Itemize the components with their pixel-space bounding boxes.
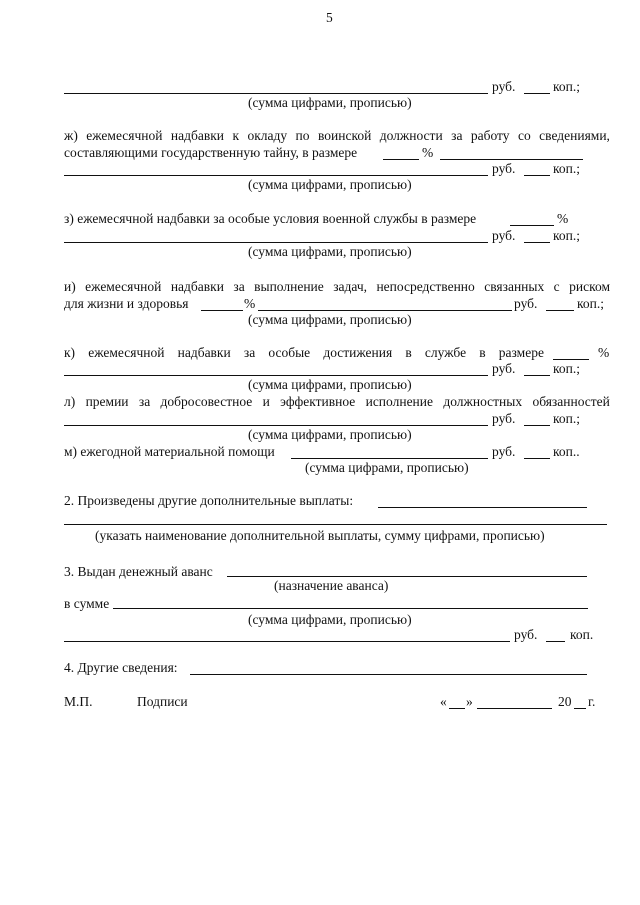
section2-field[interactable] — [378, 507, 587, 508]
word: службе — [424, 345, 467, 360]
word: по — [295, 128, 310, 143]
word: связанных — [484, 279, 545, 294]
kop-label: коп.; — [553, 228, 580, 243]
kop-label: коп. — [570, 627, 594, 642]
kop-field[interactable] — [546, 641, 565, 642]
kop-field[interactable] — [524, 93, 550, 94]
word: за — [138, 394, 151, 409]
word: обязанностей — [532, 394, 610, 409]
percent-sign: % — [598, 345, 610, 360]
amount-field[interactable] — [64, 175, 488, 176]
word: достижения — [323, 345, 393, 360]
word: окладу — [247, 128, 288, 143]
kop-label: коп.; — [553, 411, 580, 426]
rub-label: руб. — [492, 228, 516, 243]
amount-field[interactable] — [291, 458, 488, 459]
word: ежемесячной — [88, 345, 165, 360]
kop-label: коп.; — [577, 296, 604, 311]
section3-label: 3. Выдан денежный аванс — [64, 564, 213, 579]
percent-field[interactable] — [553, 359, 589, 360]
kop-field[interactable] — [524, 458, 550, 459]
amount-label: в сумме — [64, 596, 110, 611]
word: риском — [569, 279, 610, 294]
kop-field[interactable] — [524, 375, 550, 376]
amount-caption: (сумма цифрами, прописью) — [248, 377, 412, 392]
other-info-field[interactable] — [190, 674, 587, 675]
word: ежемесячной — [85, 279, 162, 294]
section2-label: 2. Произведены другие дополнительные выплаты: — [64, 493, 354, 508]
word: надбавки — [170, 279, 224, 294]
item-z-line1: з) ежемесячной надбавки за особые условия военной службы в размере — [64, 211, 477, 226]
word: надбавки — [170, 128, 225, 143]
word: задач, — [333, 279, 368, 294]
word: должностных — [443, 394, 523, 409]
word: особые — [268, 345, 311, 360]
amount-caption: (сумма цифрами, прописью) — [248, 312, 412, 327]
percent-sign: % — [422, 145, 434, 160]
amount-field[interactable] — [64, 93, 488, 94]
year-prefix: 20 — [558, 694, 572, 709]
amount-field[interactable] — [64, 641, 510, 642]
word: непосредственно — [376, 279, 475, 294]
word: к — [232, 128, 240, 143]
percent-field[interactable] — [510, 225, 554, 226]
item-zh-line2: составляющими государственную тайну, в размере — [64, 145, 358, 160]
month-field[interactable] — [477, 708, 552, 709]
word: надбавки — [177, 345, 231, 360]
word: размере — [498, 345, 544, 360]
page-number: 5 — [326, 10, 333, 25]
advance-amount-field[interactable] — [113, 608, 588, 609]
rub-label: руб. — [492, 161, 516, 176]
word: выполнение — [254, 279, 324, 294]
percent-sign: % — [557, 211, 569, 226]
word: к) — [64, 345, 76, 360]
amount-caption: (сумма цифрами, прописью) — [248, 244, 412, 259]
rub-label: руб. — [492, 444, 516, 459]
amount-caption: (сумма цифрами, прописью) — [248, 95, 412, 110]
word: за — [243, 345, 256, 360]
word: л) — [64, 394, 76, 409]
item-zh-line1 — [64, 128, 610, 144]
word: воинской — [317, 128, 372, 143]
kop-field[interactable] — [524, 242, 550, 243]
section4-label: 4. Другие сведения: — [64, 660, 178, 675]
kop-label: коп.; — [553, 161, 580, 176]
word: добросовестное — [160, 394, 253, 409]
stamp-label: М.П. — [64, 694, 93, 709]
amount-field[interactable] — [440, 159, 583, 160]
advance-purpose-field[interactable] — [227, 576, 587, 577]
word: и) — [64, 279, 76, 294]
section2-field[interactable] — [64, 524, 607, 525]
kop-label: коп.; — [553, 361, 580, 376]
amount-field[interactable] — [64, 242, 488, 243]
word: эффективное — [280, 394, 356, 409]
word: ежемесячной — [86, 128, 163, 143]
amount-caption: (сумма цифрами, прописью) — [248, 427, 412, 442]
item-l-line1 — [64, 394, 610, 410]
year-field[interactable] — [574, 708, 586, 709]
percent-field[interactable] — [201, 310, 243, 311]
rub-label: руб. — [492, 79, 516, 94]
kop-label: коп.; — [553, 79, 580, 94]
word: исполнение — [365, 394, 434, 409]
section2-caption: (указать наименование дополнительной выплаты, сумму цифрами, прописью) — [95, 528, 545, 543]
word: со — [517, 128, 531, 143]
word: работу — [470, 128, 510, 143]
item-i-line1 — [64, 279, 610, 295]
percent-field[interactable] — [383, 159, 419, 160]
word: в — [479, 345, 486, 360]
word: должности — [379, 128, 443, 143]
amount-field[interactable] — [64, 375, 488, 376]
amount-field[interactable] — [64, 425, 488, 426]
word: и — [262, 394, 270, 409]
year-suffix: г. — [588, 694, 596, 709]
word: ж) — [64, 128, 78, 143]
kop-field[interactable] — [524, 175, 550, 176]
signatures-label: Подписи — [137, 694, 188, 709]
day-field[interactable] — [449, 708, 465, 709]
kop-field[interactable] — [524, 425, 550, 426]
word: за — [451, 128, 463, 143]
rub-label: руб. — [514, 627, 538, 642]
percent-sign: % — [244, 296, 256, 311]
item-k-line1 — [64, 345, 544, 361]
amount-field[interactable] — [258, 310, 512, 311]
word: за — [233, 279, 245, 294]
rub-label: руб. — [492, 411, 516, 426]
amount-caption: (сумма цифрами, прописью) — [248, 612, 412, 627]
word: премии — [85, 394, 129, 409]
purpose-caption: (назначение аванса) — [274, 578, 389, 593]
item-m-line1: м) ежегодной материальной помощи — [64, 444, 275, 459]
rub-label: руб. — [514, 296, 538, 311]
item-i-line2: для жизни и здоровья — [64, 296, 189, 311]
quote-open: « — [440, 694, 447, 709]
amount-caption: (сумма цифрами, прописью) — [305, 460, 469, 475]
rub-label: руб. — [492, 361, 516, 376]
quote-close: » — [466, 694, 473, 709]
kop-label: коп.. — [553, 444, 580, 459]
word: в — [405, 345, 412, 360]
kop-field[interactable] — [546, 310, 574, 311]
amount-caption: (сумма цифрами, прописью) — [248, 177, 412, 192]
word: сведениями, — [539, 128, 610, 143]
word: с — [553, 279, 560, 294]
